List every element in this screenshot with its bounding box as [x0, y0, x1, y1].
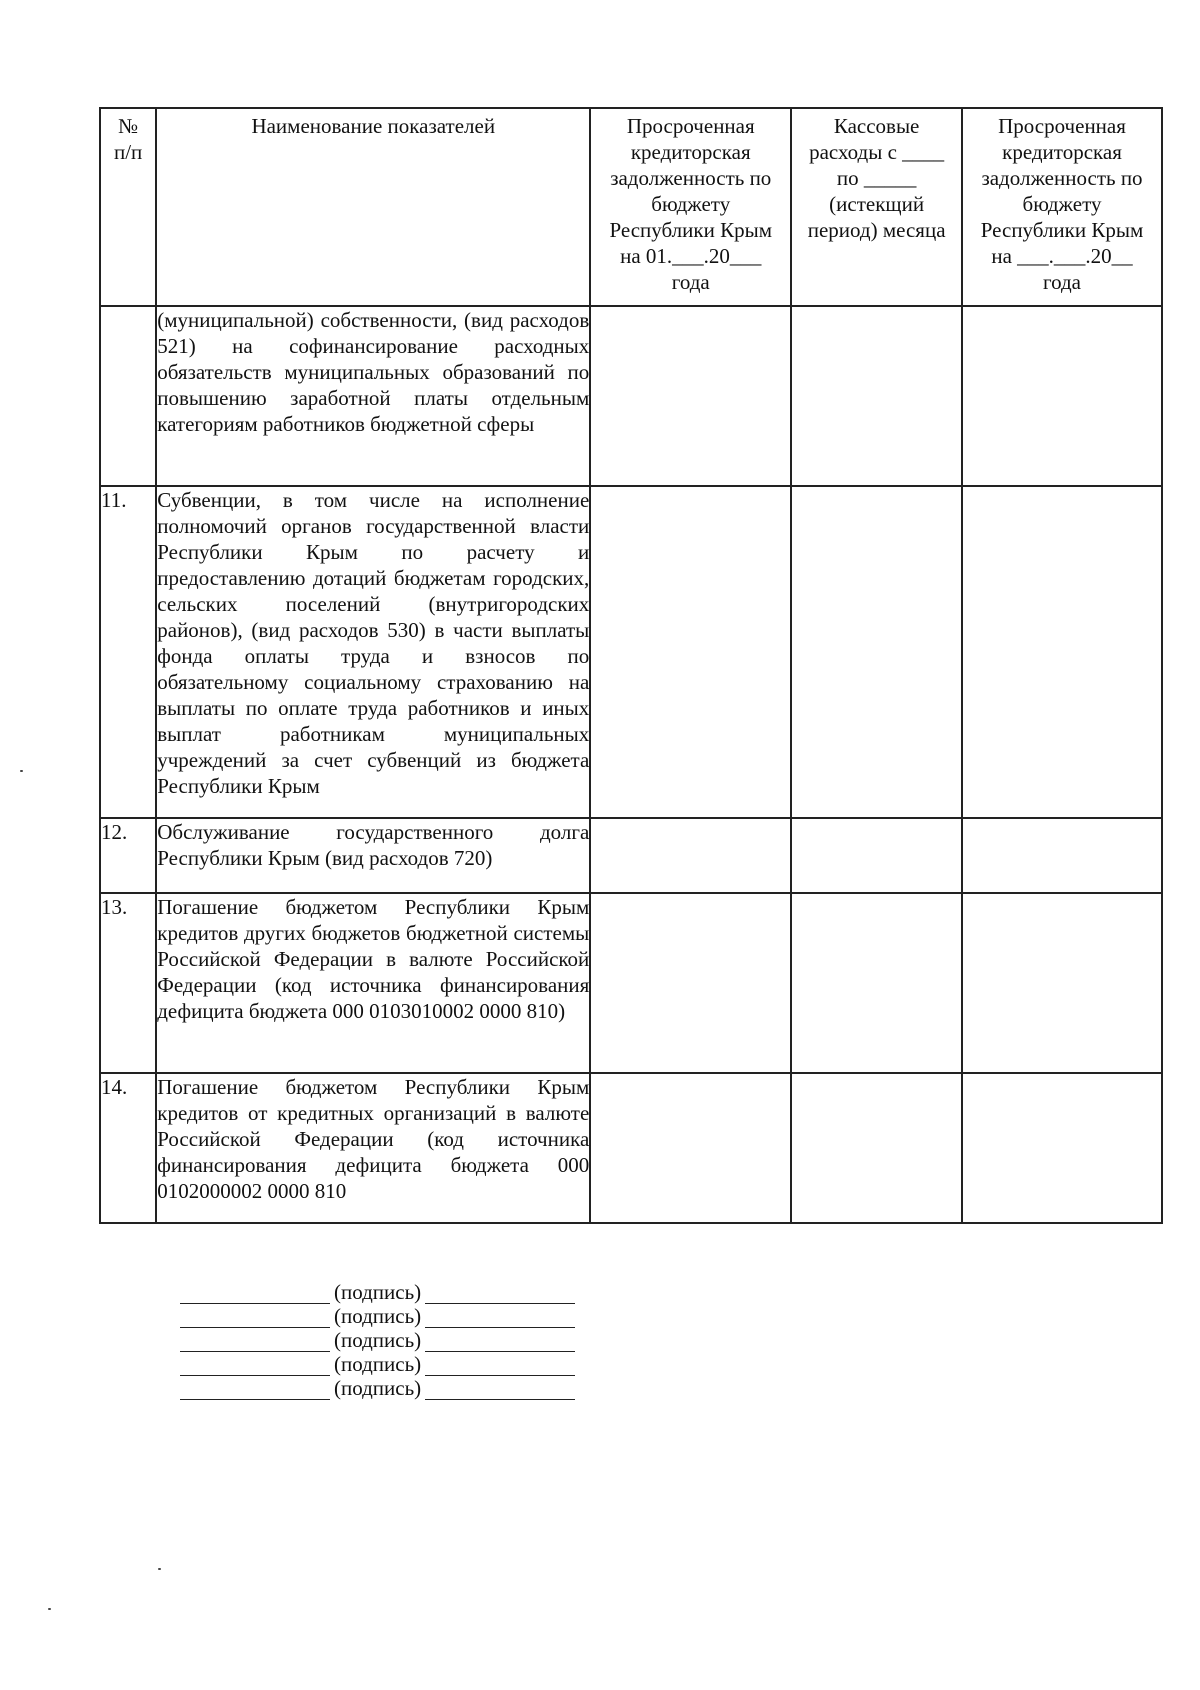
row-num: 11. — [100, 486, 156, 818]
signature-blank-left — [180, 1309, 330, 1328]
signature-blank-right — [425, 1381, 575, 1400]
row-cell-overdue-end — [962, 818, 1162, 893]
row-name: Субвенции, в том числе на исполнение полномочий органов государственной власти Республики Крым по расчету и предоставлению дотаций бюджетам городских, сельских поселений (внутригородских районов), (вид расходов 530) в части выплаты фонда оплаты труда и взносов по обязательному социальному страхованию на выплаты по оплате труда работников и иных выплат работникам муниципальных учреждений за счет субвенций из бюджета Республики Крым — [156, 486, 590, 818]
table-row — [100, 486, 1162, 818]
signature-line — [180, 1376, 600, 1400]
signature-label: (подпись) — [334, 1328, 422, 1352]
row-cell-overdue-start — [590, 893, 791, 1073]
signature-label: (подпись) — [334, 1280, 422, 1304]
signature-blank-left — [180, 1357, 330, 1376]
signature-blank-left — [180, 1381, 330, 1400]
row-cell-overdue-start — [590, 818, 791, 893]
signature-label: (подпись) — [334, 1376, 422, 1400]
header-num: № п/п — [100, 108, 156, 306]
table-row — [100, 893, 1162, 1073]
signature-blank-right — [425, 1357, 575, 1376]
scan-speck — [20, 770, 23, 772]
signature-blank-right — [425, 1309, 575, 1328]
signature-line — [180, 1352, 600, 1376]
table-row — [100, 306, 1162, 486]
signature-block — [180, 1280, 600, 1400]
table-header-row — [100, 108, 1162, 306]
row-cell-overdue-start — [590, 486, 791, 818]
scan-speck — [48, 1608, 51, 1610]
signature-blank-left — [180, 1285, 330, 1304]
report-table — [99, 107, 1163, 1224]
row-name: Погашение бюджетом Республики Крым кредитов от кредитных организаций в валюте Российской Федерации (код источника финансирования дефицита бюджета 000 0102000002 0000 810 — [156, 1073, 590, 1223]
signature-label: (подпись) — [334, 1352, 422, 1376]
row-cell-cash-expenses — [791, 893, 962, 1073]
row-num — [100, 306, 156, 486]
signature-blank-right — [425, 1285, 575, 1304]
row-name: (муниципальной) собственности, (вид расходов 521) на софинансирование расходных обязательств муниципальных образований по повышению заработной платы отдельным категориям работников бюджетной сферы — [156, 306, 590, 486]
table-row — [100, 1073, 1162, 1223]
row-num: 14. — [100, 1073, 156, 1223]
row-cell-overdue-end — [962, 1073, 1162, 1223]
row-cell-cash-expenses — [791, 306, 962, 486]
row-cell-cash-expenses — [791, 818, 962, 893]
header-cash-expenses: Кассовые расходы с ____ по _____ (истекщий период) месяца — [791, 108, 962, 306]
header-overdue-start: Просроченная кредиторская задолженность по бюджету Республики Крым на 01.___.20___ года — [590, 108, 791, 306]
row-num: 12. — [100, 818, 156, 893]
signature-line — [180, 1328, 600, 1352]
scan-speck — [158, 1568, 161, 1570]
signature-blank-right — [425, 1333, 575, 1352]
signature-line — [180, 1304, 600, 1328]
header-overdue-end: Просроченная кредиторская задолженность по бюджету Республики Крым на ___.___.20__ года — [962, 108, 1162, 306]
row-name: Погашение бюджетом Республики Крым кредитов других бюджетов бюджетной системы Российской Федерации в валюте Российской Федерации (код источника финансирования дефицита бюджета 000 0103010002 0000 810) — [156, 893, 590, 1073]
header-name: Наименование показателей — [156, 108, 590, 306]
signature-label: (подпись) — [334, 1304, 422, 1328]
row-cell-overdue-end — [962, 306, 1162, 486]
row-cell-cash-expenses — [791, 486, 962, 818]
row-cell-overdue-start — [590, 306, 791, 486]
row-name: Обслуживание государственного долга Республики Крым (вид расходов 720) — [156, 818, 590, 893]
table-row — [100, 818, 1162, 893]
signature-line — [180, 1280, 600, 1304]
row-cell-overdue-end — [962, 486, 1162, 818]
row-num: 13. — [100, 893, 156, 1073]
row-cell-overdue-start — [590, 1073, 791, 1223]
signature-blank-left — [180, 1333, 330, 1352]
row-cell-overdue-end — [962, 893, 1162, 1073]
row-cell-cash-expenses — [791, 1073, 962, 1223]
